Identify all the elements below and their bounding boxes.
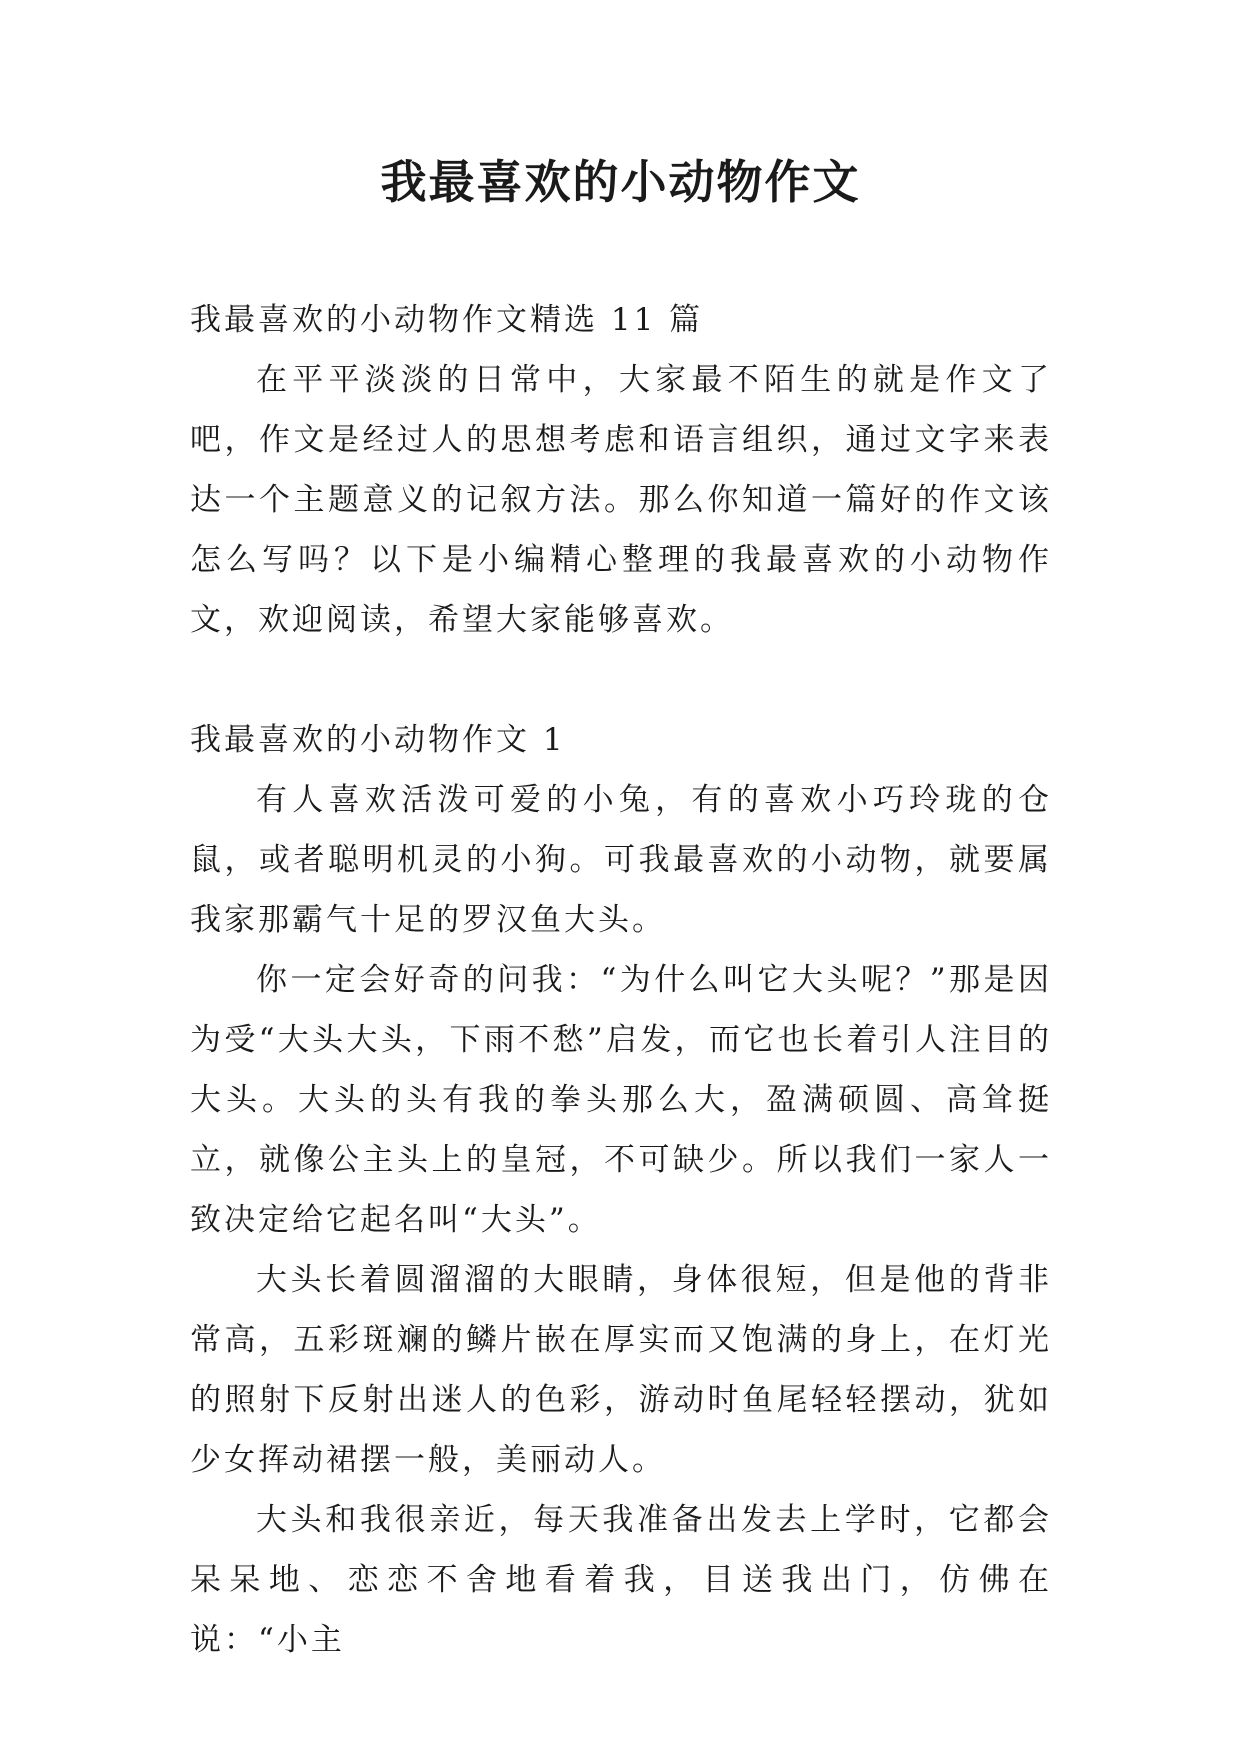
- section-heading: 我最喜欢的小动物作文 1: [190, 722, 566, 758]
- section-spacer: [190, 650, 1052, 710]
- document-title: 我最喜欢的小动物作文: [380, 155, 861, 209]
- body-paragraph: 有人喜欢活泼可爱的小兔，有的喜欢小巧玲珑的仓鼠，或者聪明机灵的小狗。可我最喜欢的小动物，就要属我家那霸气十足的罗汉鱼大头。: [190, 782, 1052, 938]
- intro-paragraph: 在平平淡淡的日常中，大家最不陌生的就是作文了吧，作文是经过人的思想考虑和语言组织，通过文字来表达一个主题意义的记叙方法。那么你知道一篇好的作文该怎么写吗？以下是小编精心整理的我最喜欢的小动物作文，欢迎阅读，希望大家能够喜欢。: [190, 362, 1052, 638]
- document-subtitle: 我最喜欢的小动物作文精选 11 篇: [190, 302, 704, 338]
- body-paragraph: 大头长着圆溜溜的大眼睛，身体很短，但是他的背非常高，五彩斑斓的鳞片嵌在厚实而又饱满的身上，在灯光的照射下反射出迷人的色彩，游动时鱼尾轻轻摆动，犹如少女挥动裙摆一般，美丽动人。: [190, 1262, 1052, 1478]
- body-paragraph: 你一定会好奇的问我：“为什么叫它大头呢？”那是因为受“大头大头，下雨不愁”启发，而它也长着引人注目的大头。大头的头有我的拳头那么大，盈满硕圆、高耸挺立，就像公主头上的皇冠，不可缺少。所以我们一家人一致决定给它起名叫“大头”。: [190, 962, 1052, 1238]
- document-body: [190, 290, 1052, 1670]
- body-paragraph: 大头和我很亲近，每天我准备出发去上学时，它都会呆呆地、恋恋不舍地看着我，目送我出门，仿佛在说：“小主: [190, 1502, 1052, 1658]
